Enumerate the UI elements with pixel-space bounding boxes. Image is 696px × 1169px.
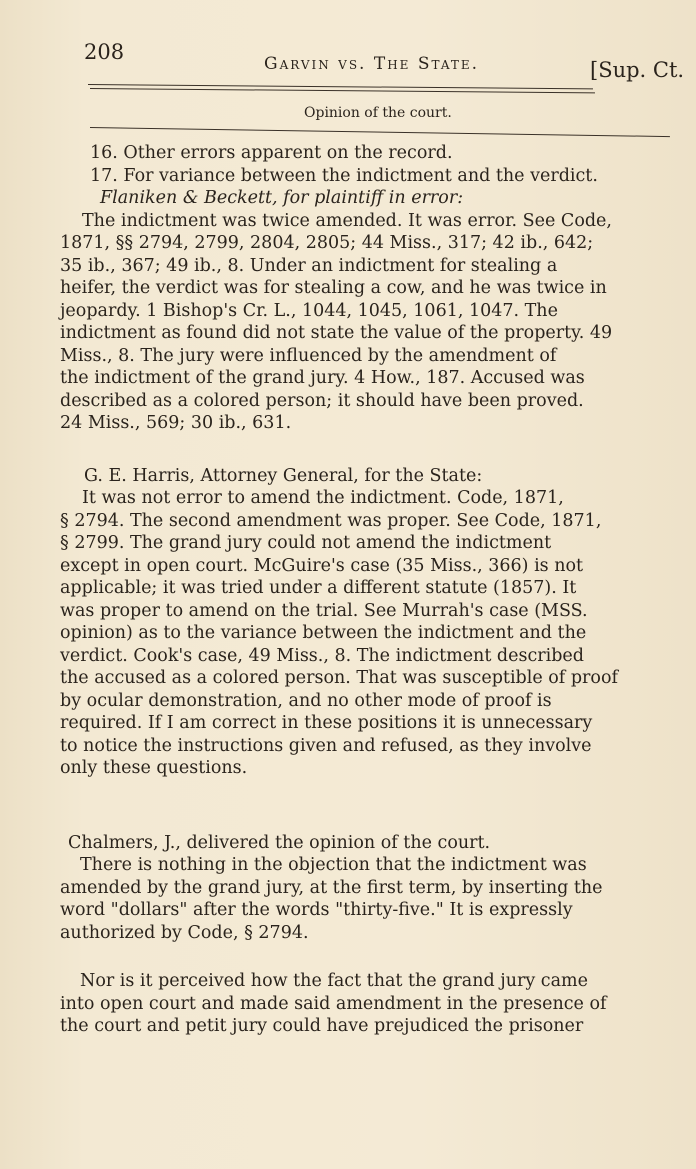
section-subheading: Opinion of the court. <box>304 105 452 121</box>
text-line: § 2799. The grand jury could not amend the indictment <box>60 533 552 553</box>
paragraph-plaintiff-counsel <box>60 187 666 210</box>
text-line: opinion) as to the variance between the indictment and the <box>60 623 587 643</box>
header-rule-bottom <box>90 88 595 93</box>
text-line: Miss., 8. The jury were influenced by the amendment of <box>60 345 557 366</box>
paragraph-errors <box>60 142 666 187</box>
text-line: applicable; it was tried under a different statute (1857). It <box>60 578 577 598</box>
text-line: the indictment of the grand jury. 4 How., 187. Accused was <box>60 368 585 388</box>
running-header <box>0 40 696 80</box>
court-abbreviation: [Sup. Ct. <box>590 58 685 82</box>
text-line: verdict. Cook's case, 49 Miss., 8. The indictment described <box>60 645 584 666</box>
text-line: 24 Miss., 569; 30 ib., 631. <box>60 413 292 433</box>
text-line: § 2794. The second amendment was proper. See Code, 1871, <box>60 510 602 531</box>
text-line: 16. Other errors apparent on the record. <box>90 143 453 163</box>
text-line: Flaniken & Beckett, for plaintiff in error: <box>100 188 464 208</box>
text-line: Nor is it perceived how the fact that the grand jury came <box>80 971 588 991</box>
spacer <box>60 780 666 832</box>
text-line: It was not error to amend the indictment. Code, 1871, <box>82 488 564 508</box>
text-line: except in open court. McGuire's case (35 Miss., 366) is not <box>60 555 584 576</box>
text-line: amended by the grand jury, at the first term, by inserting the <box>60 877 603 898</box>
text-line: to notice the instructions given and refused, as they involve <box>60 735 592 756</box>
running-title: Garvin vs. The State. <box>264 54 479 74</box>
text-line: Chalmers, J., delivered the opinion of the court. <box>68 832 491 853</box>
text-line: jeopardy. 1 Bishop's Cr. L., 1044, 1045, 1061, 1047. The <box>60 300 558 321</box>
text-line: There is nothing in the objection that the indictment was <box>80 855 587 875</box>
paragraph-opinion-heading <box>60 832 666 855</box>
text-line: 1871, §§ 2794, 2799, 2804, 2805; 44 Miss., 317; 42 ib., 642; <box>60 233 594 253</box>
text-line: The indictment was twice amended. It was error. See Code, <box>82 210 612 231</box>
text-line: 35 ib., 367; 49 ib., 8. Under an indictment for stealing a <box>60 255 558 276</box>
paragraph-opinion-1 <box>60 854 666 944</box>
paragraph-state-counsel <box>60 465 666 488</box>
text-line: into open court and made said amendment in the presence of <box>60 993 607 1014</box>
text-line: described as a colored person; it should have been proved. <box>60 390 584 411</box>
text-line: authorized by Code, § 2794. <box>60 922 309 943</box>
text-line: only these questions. <box>60 758 248 778</box>
text-line: G. E. Harris, Attorney General, for the State: <box>84 465 483 486</box>
paragraph-state-argument <box>60 487 666 780</box>
page-body <box>60 142 666 1038</box>
text-line: indictment as found did not state the value of the property. 49 <box>60 323 613 343</box>
text-line: word "dollars" after the words "thirty-five." It is expressly <box>60 900 573 920</box>
paragraph-opinion-2 <box>60 970 666 1038</box>
page-number: 208 <box>84 40 125 64</box>
paragraph-plaintiff-argument <box>60 210 666 435</box>
text-line: the court and petit jury could have prejudiced the prisoner <box>60 1016 584 1036</box>
text-line: was proper to amend on the trial. See Murrah's case (MSS. <box>60 600 588 621</box>
text-line: the accused as a colored person. That was susceptible of proof <box>60 668 618 688</box>
text-line: required. If I am correct in these positions it is unnecessary <box>60 713 593 733</box>
spacer <box>60 944 666 970</box>
subheading-rule <box>90 127 670 137</box>
spacer <box>60 435 666 465</box>
text-line: 17. For variance between the indictment and the verdict. <box>90 165 598 186</box>
text-line: heifer, the verdict was for stealing a cow, and he was twice in <box>60 278 607 298</box>
text-line: by ocular demonstration, and no other mode of proof is <box>60 690 552 711</box>
